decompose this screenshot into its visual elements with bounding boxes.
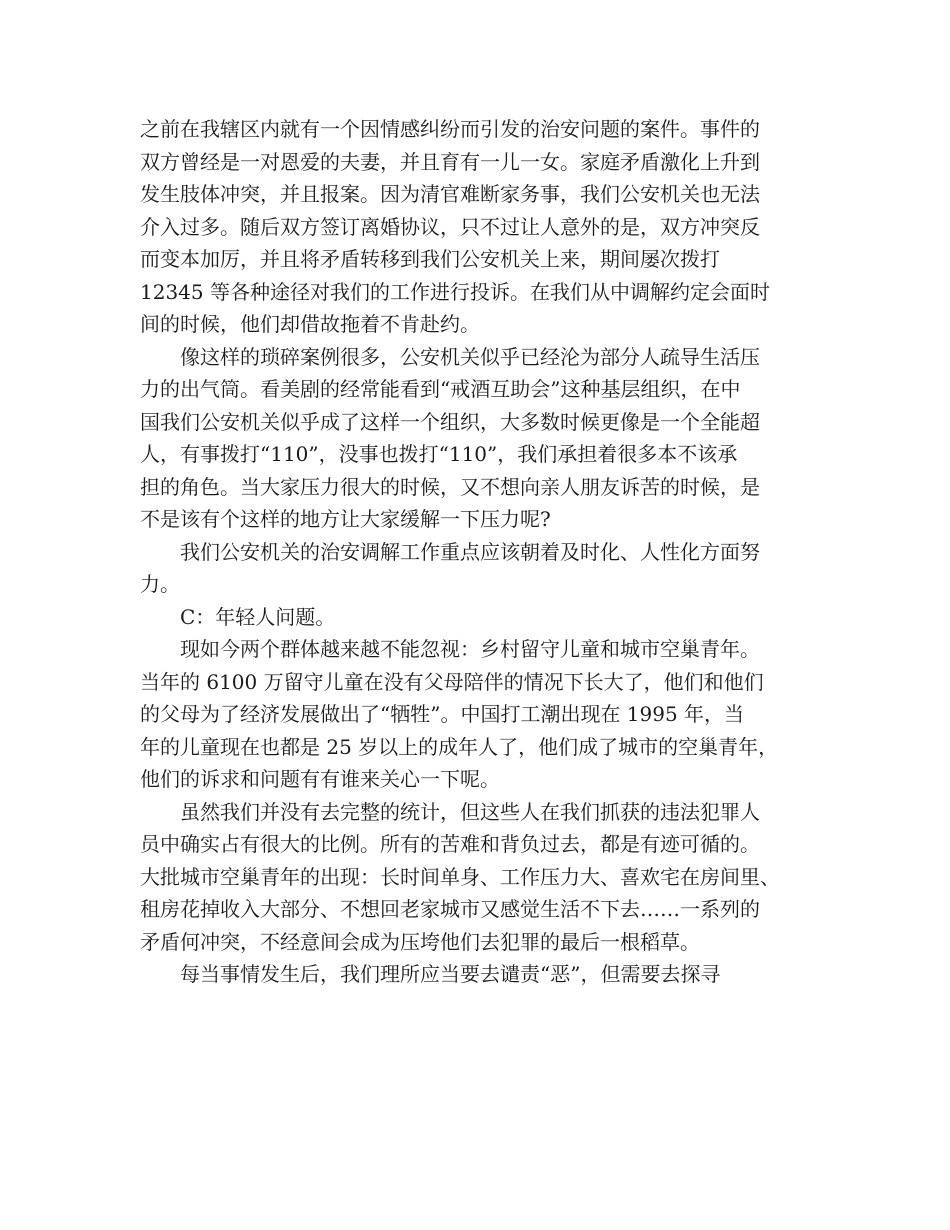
text-line: 当年的 6100 万留守儿童在没有父母陪伴的情况下长大了，他们和他们 [140,669,764,694]
text-line: 每当事情发生后，我们理所应当要去谴责“恶”，但需要去探寻 [140,962,721,986]
text-line: 我们公安机关的治安调解工作重点应该朝着及时化、人性化方面努 [140,539,760,564]
text-line: 介入过多。随后双方签订离婚协议，只不过让人意外的是，双方冲突反 [140,214,760,239]
text-line: 租房花掉收入大部分、不想回老家城市又感觉生活不下去……一系列的 [140,897,760,921]
text-line: 年的儿童现在也都是 25 岁以上的成年人了，他们成了城市的空巢青年， [140,734,779,759]
text-line: 大批城市空巢青年的出现：长时间单身、工作压力大、喜欢宅在房间里、 [140,864,780,889]
text-line: 虽然我们并没有去完整的统计，但这些人在我们抓获的违法犯罪人 [140,799,760,824]
text-line: 力。 [140,572,180,596]
text-line: 的父母为了经济发展做出了“牺牲”。中国打工潮出现在 1995 年，当 [140,702,745,726]
text-line: 双方曾经是一对恩爱的夫妻，并且育有一儿一女。家庭矛盾激化上升到 [140,149,760,174]
text-line: 力的出气筒。看美剧的经常能看到“戒酒互助会”这种基层组织，在中 [140,377,741,401]
text-line: 12345 等各种途径对我们的工作进行投诉。在我们从中调解约定会面时 [140,279,770,304]
text-line: 人，有事拨打“110”，没事也拨打“110”，我们承担着很多本不该承 [140,442,738,466]
text-line: 发生肢体冲突，并且报案。因为清官难断家务事，我们公安机关也无法 [140,182,760,206]
text-line: 而变本加厉，并且将矛盾转移到我们公安机关上来，期间屡次拨打 [140,247,720,271]
text-line: 现如今两个群体越来越不能忽视：乡村留守儿童和城市空巢青年。 [140,637,760,661]
document-body [140,113,820,991]
text-line: 员中确实占有很大的比例。所有的苦难和背负过去，都是有迹可循的。 [140,832,760,856]
text-line: 担的角色。当大家压力很大的时候，又不想向亲人朋友诉苦的时候，是 [140,474,760,499]
text-line: 之前在我辖区内就有一个因情感纠纷而引发的治安问题的案件。事件的 [140,117,760,141]
text-line: 他们的诉求和问题有有谁来关心一下呢。 [140,767,500,791]
text-line: 像这样的琐碎案例很多，公安机关似乎已经沦为部分人疏导生活压 [140,344,760,369]
text-line: 间的时候，他们却借故拖着不肯赴约。 [140,312,480,336]
text-line: 矛盾何冲突，不经意间会成为压垮他们去犯罪的最后一根稻草。 [140,929,700,954]
text-line: 不是该有个这样的地方让大家缓解一下压力呢? [140,507,551,531]
section-heading: C：年轻人问题。 [140,604,336,629]
text-line: 国我们公安机关似乎成了这样一个组织，大多数时候更像是一个全能超 [140,409,760,434]
